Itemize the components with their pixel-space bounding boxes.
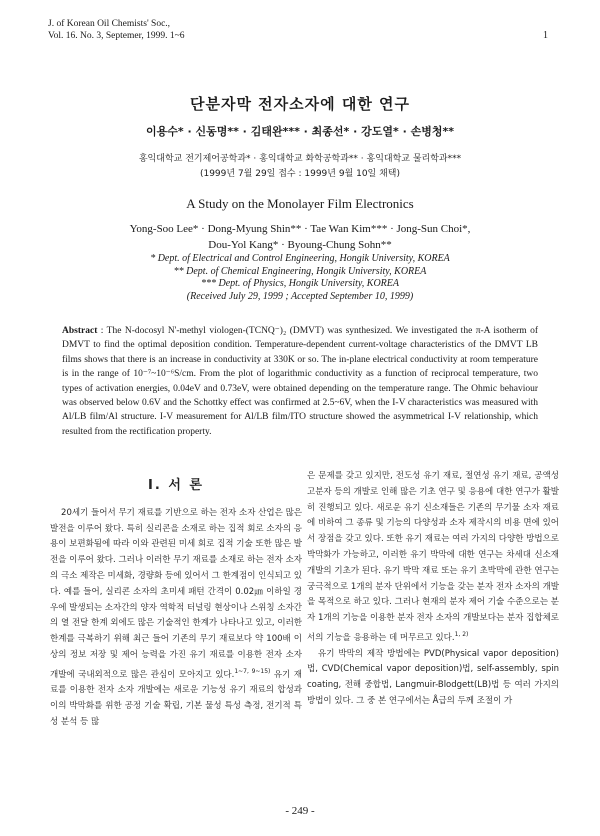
paragraph-text: 20세기 들어서 무기 재료를 기반으로 하는 전자 소자 산업은 많은 발전을 이루어 왔다. 특히 실리콘을 소재로 하는 집적 회로 소자의 응용이 보편화됨에 따라 이와 관련된 미세 회로 집적 기술 또한 많은 발전을 이루어 왔다. 그러나 이러한 무기 재료를 소재로 하는 전자 소자의 극소 제작은 미세화, 경량화 등에 있어서 그 한계점이 인식되고 있다. 예를 들어, 실리콘 소자의 초미세 패턴 간격이 0.02㎛ 이하일 경우에 발생되는 소자간의 양자 역학적 터널링 현상이나 스위칭 소자간의 열 전달 한계 외에도 많은 기술적인 한계가 나타나고 있고, 이러한 한계를 극복하기 위해 최근 들어 기존의 무기 재료보다 약 100배 이상의 정보 저장 및 제어 능력을 가진 유기 재료를 이용한 전자 소자 개발에 국내외적으로 많은 관심이 모아지고 있다. [50, 507, 302, 680]
authors-korean: 이용수* · 신동명** · 김태완*** · 최종선* · 강도열* · 손병청** [146, 125, 454, 138]
citation: 1, 2) [454, 630, 469, 638]
journal-header [48, 18, 185, 42]
journal-name: J. of Korean Oil Chemists' Soc., [48, 19, 171, 29]
dates-korean: (1999년 7월 29일 접수 : 1999년 9월 10일 채택) [199, 169, 401, 179]
affiliations-english [0, 253, 600, 303]
page-number-top: 1 [543, 30, 548, 41]
page-number-footer: - 249 - [285, 805, 315, 817]
paragraph-text: 은 문제를 갖고 있지만, 전도성 유기 재료, 절연성 유기 재료, 공액성 고분자 등의 개발로 인해 많은 기초 연구 및 응용에 대한 연구가 활발히 진행되고 있다. 새로운 유기 신소재들은 기존의 무기물 소자 재료에 비하여 그 종류 및 기능의 다양성과 소자 제작시의 비용 면에 있어서 장점을 갖고 있다. 또한 유기 재료는 여러 가지의 다양한 방법으로 박막화가 가능하고, 이러한 유기 박막에 대한 연구는 차세대 신소재 개발의 기초가 된다. 유기 박막 재료 또는 유기 초박막에 관한 연구는 궁극적으로 1개의 분자 단위에서 기능을 갖는 분자 전자 소자의 개발을 목적으로 하고 있다. 그러나 현재의 분자 제어 기술 수준으로는 분자 1개의 기능을 이용한 분자 전자 소자의 개발보다는 분자 집합체로서의 기능을 응용하는 데 머무르고 있다. [307, 471, 559, 643]
title-english: A Study on the Monolayer Film Electronics [186, 196, 414, 211]
citation: 1~7, 9~15) [234, 667, 271, 675]
authors-english-line: Yong-Soo Lee* · Dong-Myung Shin** · Tae Wan Kim*** · Jong-Sun Choi*, [129, 223, 471, 235]
abstract [62, 324, 538, 439]
journal-volume: Vol. 16. No. 3, Septemer, 1999. 1~6 [48, 31, 185, 41]
right-column [307, 469, 559, 710]
paragraph-text: 유기 재료를 이용한 전자 소자 개발에는 새로운 기능성 유기 재료의 합성과 이의 박막화를 위한 공정 기술 확립, 기본 물성 특성 측정, 전기적 특성 분석 등 많 [50, 669, 302, 727]
paragraph-text: 유기 박막의 제작 방법에는 PVD(Physical vapor deposition)법, CVD(Chemical vapor deposition)법, self-assembly, spin coating, 전해 중합법, Langmuir-Blodgett(LB)법 등 여러 가지의 방법이 있다. 그 중 본 연구에서는 Å급의 두께 조절이 가 [307, 648, 559, 706]
affiliation-line: * Dept. of Electrical and Control Engineering, Hongik University, KOREA [150, 253, 450, 264]
authors-english-line: Dou-Yol Kang* · Byoung-Chung Sohn** [208, 239, 392, 251]
title-korean: 단분자막 전자소자에 대한 연구 [189, 95, 411, 113]
affiliation-line: *** Dept. of Physics, Hongik University, KOREA [200, 278, 400, 290]
abstract-label: Abstract [62, 326, 98, 336]
left-column [50, 472, 302, 731]
affiliation-line: ** Dept. of Chemical Engineering, Hongik University, KOREA [173, 265, 427, 277]
received-accepted-dates: (Received July 29, 1999 ; Accepted September 10, 1999) [186, 290, 414, 302]
abstract-text: : The N-docosyl N'-methyl viologen-(TCNQ⁻)₂ (DMVT) was synthesized. We investigated the π-A isotherm of DMVT to find the optimal deposition condition. Temperature-dependent current-voltage characteristics of the DMVT LB films shows that there is an increase in conductivity at 330K or so. The in-plane electrical conductivity at room temperature is in the range of 10⁻⁷~10⁻⁶S/cm. From the plot of logarithmic conductivity as a function of reciprocal temperature, two types of activation energies, 0.04eV and 0.73eV, were obtained depending on the temperature range. The Ohmic behaviour was observed below 0.6V and the Schottky effect was confirmed at 2.5~6V, when the I-V characteristics was measured with Al/LB film/Al structure. I-V measurement for Al/LB film/ITO structure showed the asymmetrical I-V relationship, which resulted from the rectification property. [62, 326, 538, 437]
authors-english [0, 221, 600, 253]
affiliations-korean: 홍익대학교 전기제어공학과* · 홍익대학교 화학공학과** · 홍익대학교 물리학과*** [138, 154, 462, 164]
body-paragraph [50, 506, 302, 731]
section-heading: Ⅰ. 서 론 [148, 478, 204, 493]
body-paragraph [307, 469, 559, 647]
body-paragraph [307, 647, 559, 710]
